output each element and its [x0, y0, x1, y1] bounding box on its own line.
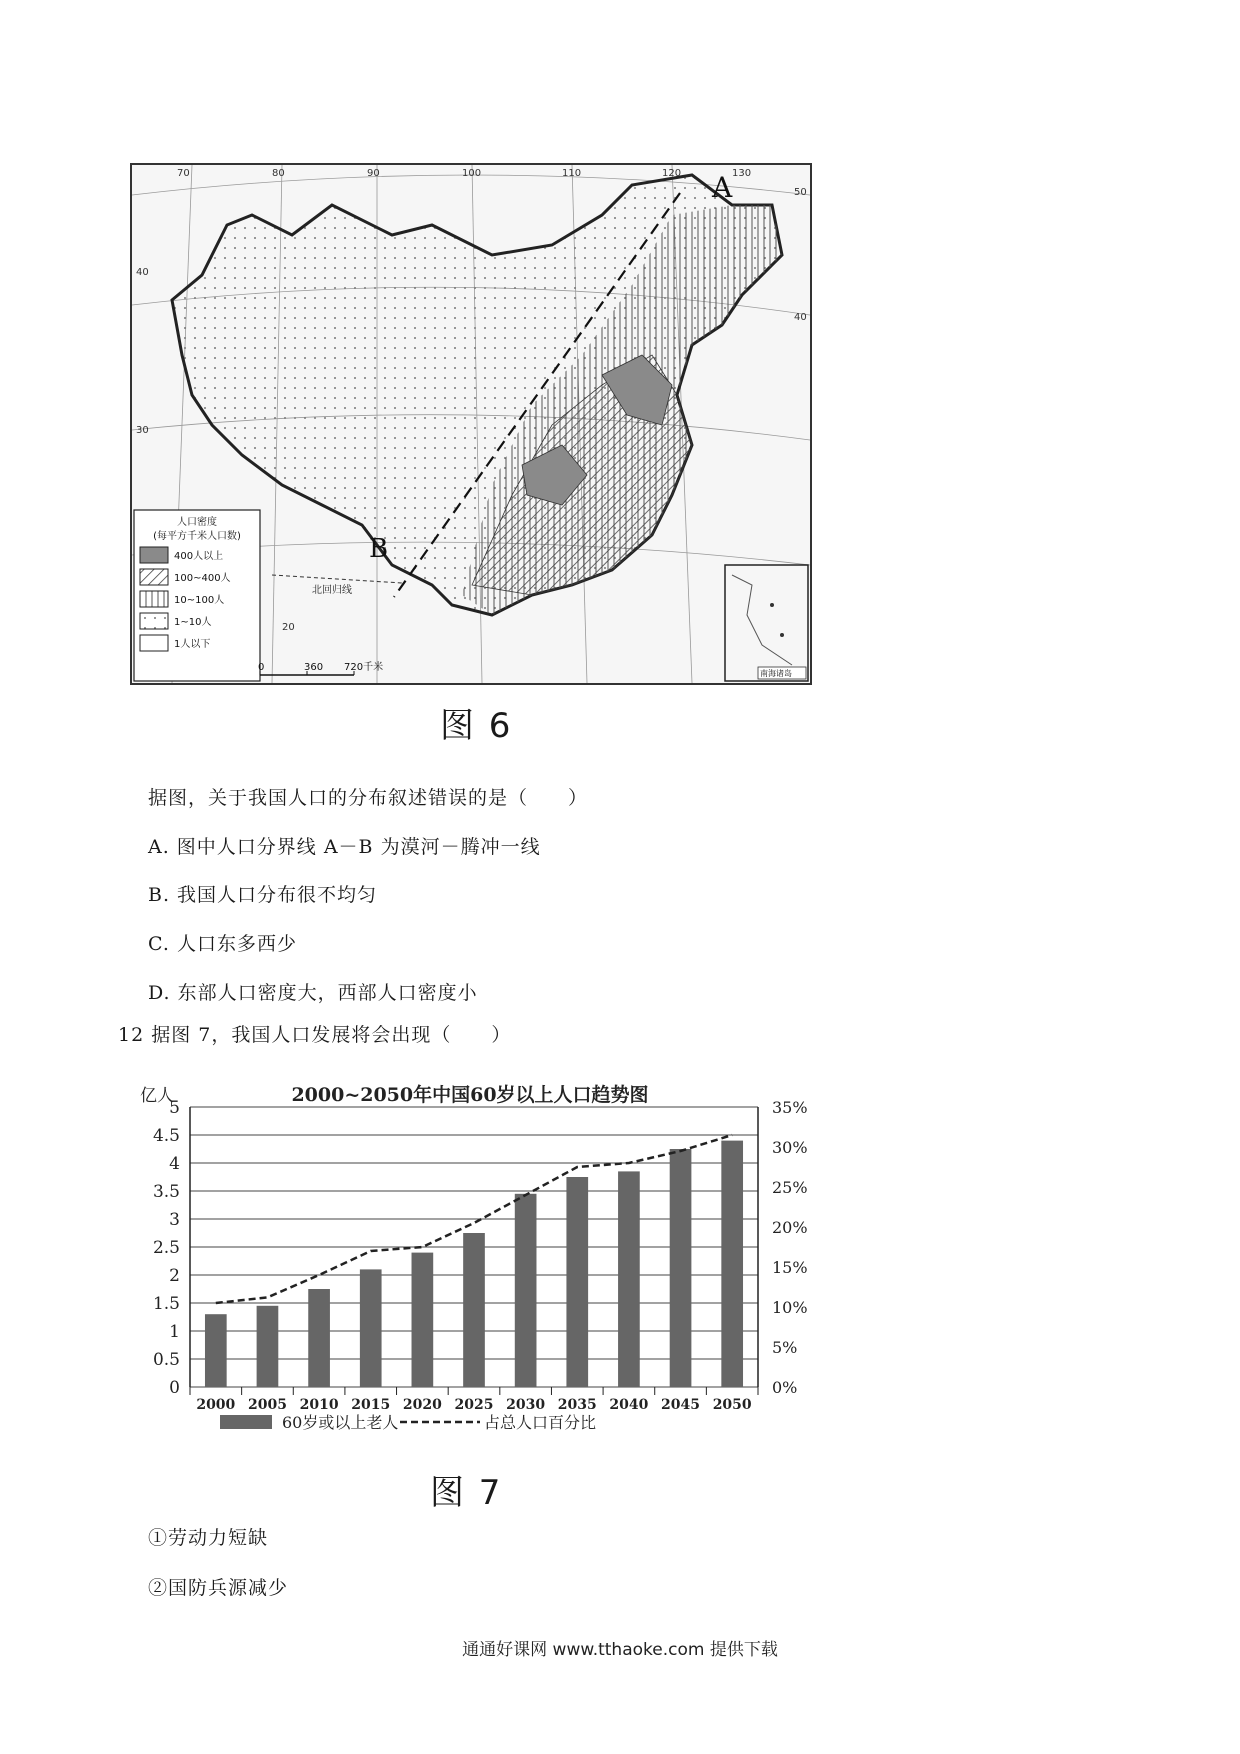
y2-tick-label: 5% — [772, 1338, 798, 1357]
y-tick-label: 5 — [169, 1098, 180, 1118]
lat-tick: 20 — [282, 622, 295, 633]
lon-tick: 100 — [462, 168, 482, 179]
scale-tick: 720千米 — [344, 662, 384, 673]
bar-2025 — [463, 1233, 485, 1387]
x-tick-label: 2010 — [299, 1397, 339, 1413]
x-tick-label: 2025 — [454, 1397, 494, 1413]
population-density-map — [130, 163, 812, 685]
q11-stem: 据图，关于我国人口的分布叙述错误的是（ ） — [148, 787, 589, 809]
scale-bar — [258, 660, 383, 675]
lon-tick: 90 — [367, 168, 380, 179]
x-tick-label: 2035 — [557, 1397, 597, 1413]
legend-line-label: 占总人口百分比 — [484, 1413, 597, 1432]
y2-tick-label: 20% — [772, 1218, 808, 1237]
y-axis-label: 亿人 — [140, 1086, 174, 1106]
x-tick-label: 2005 — [247, 1397, 287, 1413]
bar-2040 — [618, 1171, 640, 1387]
bar-2000 — [205, 1314, 227, 1387]
legend-bar-swatch — [220, 1415, 272, 1429]
y-tick-label: 4.5 — [152, 1126, 180, 1146]
bar-2015 — [360, 1269, 382, 1387]
legend-title: 人口密度 — [177, 517, 217, 528]
q11-option-d: D. 东部人口密度大，西部人口密度小 — [148, 982, 478, 1004]
legend-item: 10~100人 — [174, 595, 225, 606]
scale-tick: 360 — [304, 662, 324, 673]
q11-option-a: A. 图中人口分界线 A－B 为漠河－腾冲一线 — [148, 836, 541, 858]
y-tick-label: 0.5 — [152, 1350, 180, 1370]
bar-2035 — [566, 1177, 588, 1387]
lon-tick: 110 — [562, 168, 582, 179]
lon-tick: 70 — [177, 168, 190, 179]
figure6-caption: 图 6 — [440, 706, 513, 746]
q12-stem: 12 据图 7，我国人口发展将会出现（ ） — [118, 1024, 512, 1046]
figure7-chart — [110, 1065, 810, 1455]
q12-choice-2: ②国防兵源减少 — [148, 1577, 289, 1599]
bar-2005 — [257, 1306, 279, 1387]
china-map-graphic — [132, 165, 810, 683]
x-tick-label: 2020 — [402, 1397, 442, 1413]
q12-choice-1: ①劳动力短缺 — [148, 1527, 269, 1549]
bar-2050 — [721, 1141, 743, 1387]
legend-item: 100~400人 — [174, 573, 231, 584]
lat-tick: 50 — [794, 187, 807, 198]
bar-2030 — [515, 1194, 537, 1387]
y2-tick-label: 0% — [772, 1378, 798, 1397]
lat-tick: 40 — [794, 312, 807, 323]
q11-option-b: B. 我国人口分布很不均匀 — [148, 884, 378, 906]
bar-2010 — [308, 1289, 330, 1387]
figure7-caption: 图 7 — [430, 1473, 503, 1513]
y-tick-label: 3.5 — [152, 1182, 180, 1202]
legend-item: 400人以上 — [174, 551, 224, 562]
south-sea-inset — [725, 565, 808, 681]
scale-tick: 0 — [258, 662, 265, 673]
lat-tick: 40 — [136, 267, 149, 278]
x-tick-label: 2015 — [351, 1397, 391, 1413]
y2-tick-label: 35% — [772, 1098, 808, 1117]
legend-bar-label: 60岁或以上老人 — [282, 1413, 399, 1432]
line-label-b: B — [369, 534, 389, 564]
y-tick-label: 1 — [169, 1322, 180, 1342]
bar-2020 — [412, 1253, 434, 1387]
y2-tick-label: 30% — [772, 1138, 808, 1157]
lat-tick: 30 — [136, 425, 149, 436]
y-tick-label: 1.5 — [152, 1294, 180, 1314]
y2-tick-label: 10% — [772, 1298, 808, 1317]
line-label-a: A — [712, 171, 733, 204]
legend-item: 1~10人 — [174, 617, 212, 628]
legend-subtitle: (每平方千米人口数) — [153, 531, 241, 542]
elderly-population-chart — [110, 1065, 810, 1455]
legend-item: 1人以下 — [174, 639, 211, 650]
bar-2045 — [670, 1149, 692, 1387]
footer-credit: 通通好课网 www.tthaoke.com 提供下载 — [462, 1640, 778, 1660]
x-tick-label: 2030 — [506, 1397, 546, 1413]
lon-tick: 80 — [272, 168, 285, 179]
chart-title: 2000~2050年中国60岁以上人口趋势图 — [291, 1084, 649, 1106]
q11-option-c: C. 人口东多西少 — [148, 933, 297, 955]
y-tick-label: 2 — [169, 1266, 180, 1286]
south-sea-label: 南海诸岛 — [760, 669, 792, 678]
tropic-label: 北回归线 — [312, 585, 352, 596]
y-tick-label: 4 — [169, 1154, 180, 1174]
x-tick-label: 2045 — [661, 1397, 701, 1413]
y2-tick-label: 25% — [772, 1178, 808, 1197]
lon-tick: 120 — [662, 168, 682, 179]
lon-tick: 130 — [732, 168, 752, 179]
y-tick-label: 3 — [169, 1210, 180, 1230]
map-legend — [134, 510, 260, 681]
y-tick-label: 2.5 — [152, 1238, 180, 1258]
x-tick-label: 2050 — [712, 1397, 752, 1413]
x-tick-label: 2040 — [609, 1397, 649, 1413]
y-tick-label: 0 — [169, 1378, 180, 1398]
y2-tick-label: 15% — [772, 1258, 808, 1277]
x-tick-label: 2000 — [196, 1397, 236, 1413]
